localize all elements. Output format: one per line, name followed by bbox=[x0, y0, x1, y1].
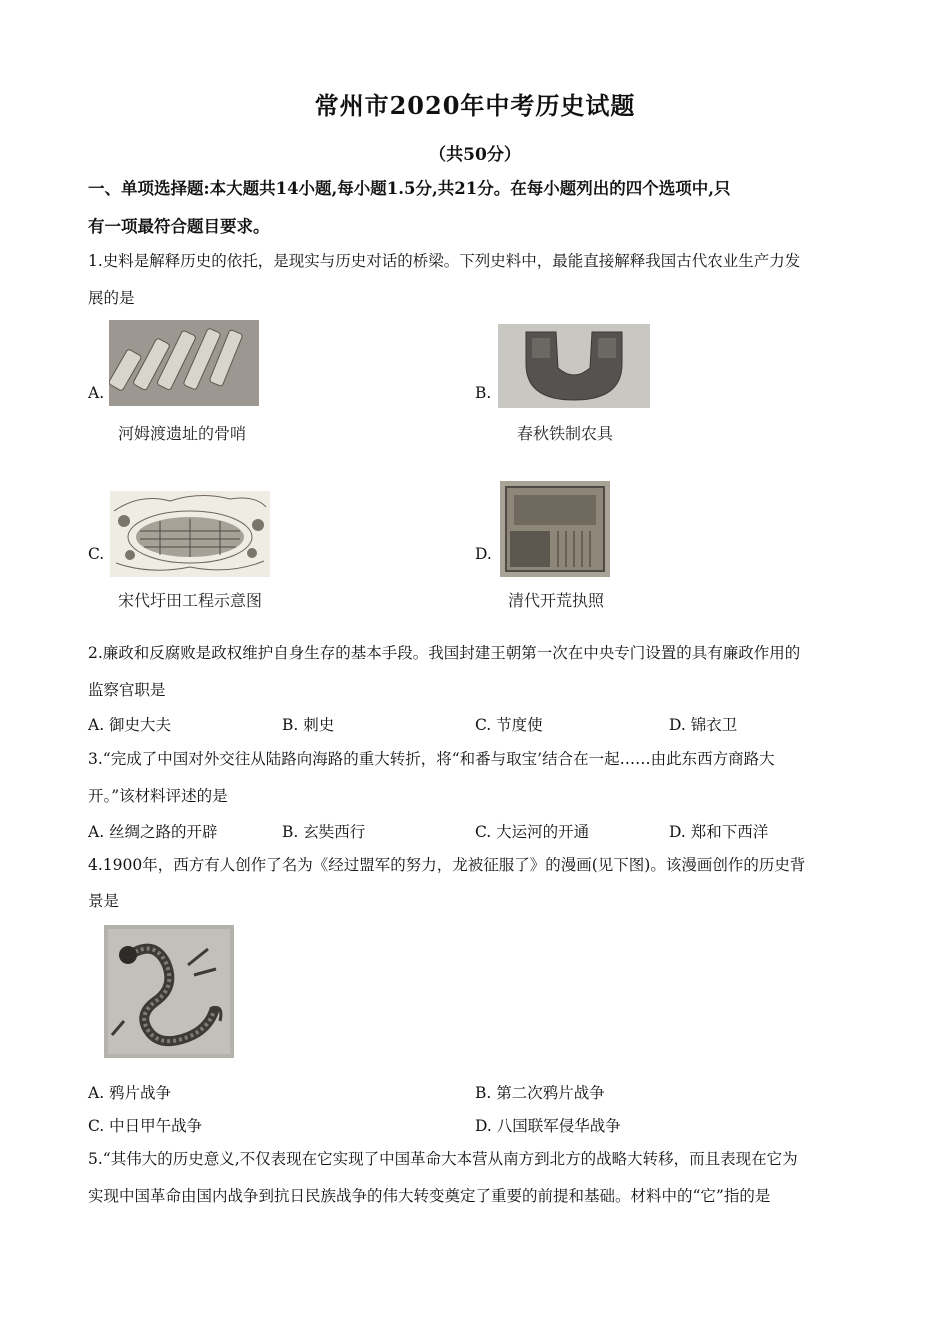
q3-option-c: C. 大运河的开通 bbox=[475, 823, 590, 841]
q1-stem-line1: 1.史料是解释历史的依托，是现实与历史对话的桥梁。下列史料中，最能直接解释我国古代农业生产力发 bbox=[88, 252, 801, 270]
q1-option-a-letter: A. bbox=[88, 384, 105, 402]
q4-option-a: A. 鸦片战争 bbox=[88, 1084, 172, 1102]
q1-option-b-letter: B. bbox=[475, 384, 492, 402]
q1-option-d-letter: D. bbox=[475, 545, 492, 563]
q4-option-b: B. 第二次鸦片战争 bbox=[475, 1084, 605, 1102]
bone-whistle-photo bbox=[109, 320, 259, 406]
iron-tool-photo bbox=[498, 324, 650, 408]
q1-option-d-caption: 清代开荒执照 bbox=[508, 591, 605, 610]
q4-stem-line1: 4.1900年，西方有人创作了名为《经过盟军的努力，龙被征服了》的漫画(见下图)。该漫画创作的历史背 bbox=[88, 856, 806, 874]
q3-option-b: B. 玄奘西行 bbox=[282, 823, 366, 841]
q4-option-c: C. 中日甲午战争 bbox=[88, 1117, 203, 1135]
q1-option-a-caption: 河姆渡遗址的骨哨 bbox=[118, 424, 247, 443]
q1-option-b-caption: 春秋铁制农具 bbox=[517, 424, 614, 443]
q5-stem-line2: 实现中国革命由国内战争到抗日民族战争的伟大转变奠定了重要的前提和基础。材料中的“它”指的是 bbox=[88, 1187, 771, 1205]
page-title: 常州市2020年中考历史试题 bbox=[314, 91, 636, 120]
q2-option-d: D. 锦衣卫 bbox=[669, 716, 738, 734]
q2-option-b: B. 刺史 bbox=[282, 716, 335, 734]
section-heading-line1: 一、单项选择题:本大题共14小题,每小题1.5分,共21分。在每小题列出的四个选项中,只 bbox=[88, 179, 731, 198]
q2-stem-line1: 2.廉政和反腐败是政权维护自身生存的基本手段。我国封建王朝第一次在中央专门设置的具有廉政作用的 bbox=[88, 644, 801, 662]
q1-stem-line2: 展的是 bbox=[88, 289, 135, 307]
q3-option-a: A. 丝绸之路的开辟 bbox=[88, 823, 218, 841]
polder-diagram-picture bbox=[110, 491, 270, 577]
score-subtitle: （共50分） bbox=[429, 145, 521, 165]
reclamation-license-photo bbox=[500, 481, 610, 577]
q1-option-c-letter: C. bbox=[88, 545, 105, 563]
q2-option-a: A. 御史大夫 bbox=[88, 716, 172, 734]
q4-stem-line2: 景是 bbox=[88, 892, 120, 910]
dragon-cartoon-picture bbox=[104, 925, 234, 1058]
q2-option-c: C. 节度使 bbox=[475, 716, 543, 734]
q1-option-c-caption: 宋代圩田工程示意图 bbox=[118, 591, 263, 610]
section-heading-line2: 有一项最符合题目要求。 bbox=[88, 217, 270, 236]
q5-stem-line1: 5.“其伟大的历史意义,不仅表现在它实现了中国革命大本营从南方到北方的战略大转移，而且表现在它为 bbox=[88, 1150, 798, 1168]
q3-stem-line2: 开。”该材料评述的是 bbox=[88, 787, 228, 805]
q3-option-d: D. 郑和下西洋 bbox=[669, 823, 769, 841]
q2-stem-line2: 监察官职是 bbox=[88, 681, 166, 699]
q3-stem-line1: 3.“完成了中国对外交往从陆路向海路的重大转折，将“和番与取宝’结合在一起……由此东西方商路大 bbox=[88, 750, 775, 768]
q4-option-d: D. 八国联军侵华战争 bbox=[475, 1117, 621, 1135]
